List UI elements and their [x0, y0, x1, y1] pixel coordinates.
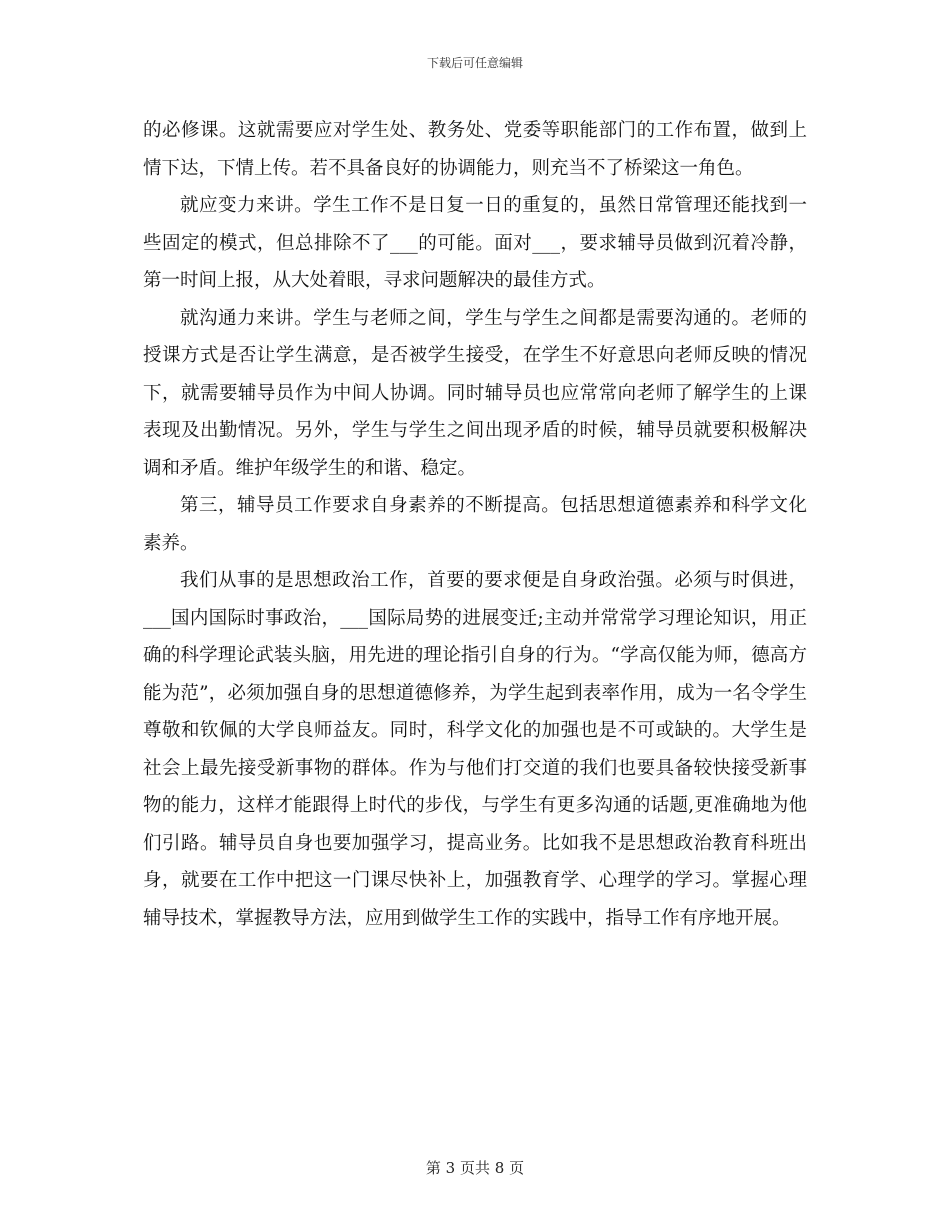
paragraph-4: 第三，辅导员工作要求自身素养的不断提高。包括思想道德素养和科学文化素养。	[143, 495, 807, 554]
page-number: 第 3 页共 8 页	[425, 1159, 525, 1177]
paragraph-2: 就应变力来讲。学生工作不是日复一日的重复的，虽然日常管理还能找到一些固定的模式，但总排除不了___的可能。面对___，要求辅导员做到沉着冷静，第一时间上报，从大处着眼，寻求问题解决的最佳方式。	[143, 195, 807, 291]
document-body	[143, 112, 807, 937]
paragraph-3: 就沟通力来讲。学生与老师之间，学生与学生之间都是需要沟通的。老师的授课方式是否让学生满意，是否被学生接受，在学生不好意思向老师反映的情况下，就需要辅导员作为中间人协调。同时辅导员也应常常向老师了解学生的上课表现及出勤情况。另外，学生与学生之间出现矛盾的时候，辅导员就要积极解决调和矛盾。维护年级学生的和谐、稳定。	[143, 307, 807, 479]
paragraph-5: 我们从事的是思想政治工作，首要的要求便是自身政治强。必须与时俱进，___国内国际时事政治，___国际局势的进展变迁;主动并常常学习理论知识，用正确的科学理论武装头脑，用先进的理论指引自身的行为。“学高仅能为师，德高方能为范”，必须加强自身的思想道德修养，为学生起到表率作用，成为一名令学生尊敬和钦佩的大学良师益友。同时，科学文化的加强也是不可或缺的。大学生是社会上最先接受新事物的群体。作为与他们打交道的我们也要具备较快接受新事物的能力，这样才能跟得上时代的步伐，与学生有更多沟通的话题,更准确地为他们引路。辅导员自身也要加强学习，提高业务。比如我不是思想政治教育科班出身，就要在工作中把这一门课尽快补上，加强教育学、心理学的学习。掌握心理辅导技术，掌握教导方法，应用到做学生工作的实践中，指导工作有序地开展。	[143, 570, 807, 929]
paragraph-1: 的必修课。这就需要应对学生处、教务处、党委等职能部门的工作布置，做到上情下达，下情上传。若不具备良好的协调能力，则充当不了桥梁这一角色。	[143, 120, 807, 179]
page-header: 下载后可任意编辑	[426, 56, 523, 70]
